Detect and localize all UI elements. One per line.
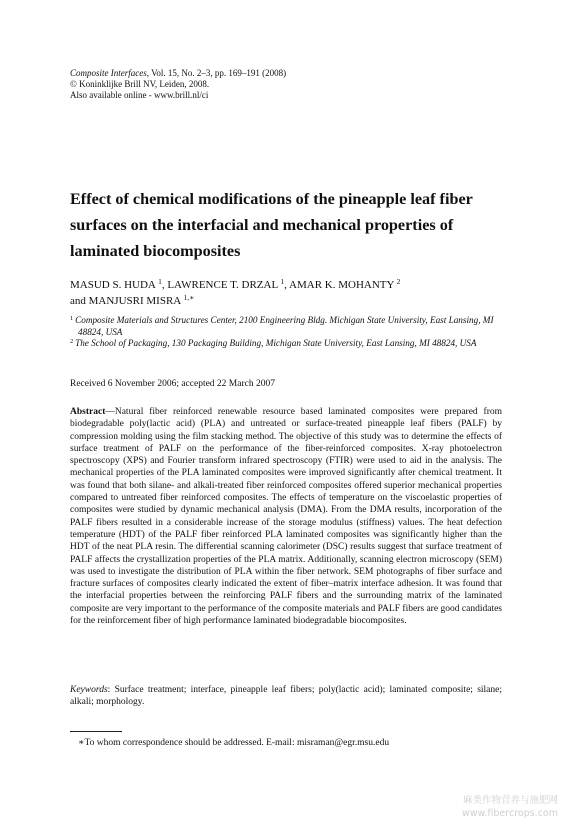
site-watermark <box>438 794 558 820</box>
author-separator: , <box>284 279 290 291</box>
author-name: AMAR K. MOHANTY <box>289 279 395 291</box>
affiliation-item <box>70 338 502 350</box>
author-separator: , <box>161 279 168 291</box>
affiliation-text: Composite Materials and Structures Center, 2100 Engineering Bldg. Michigan State University, East Lansing, MI 48824, USA <box>75 315 494 337</box>
author-affiliation-mark: 1 <box>280 277 285 286</box>
watermark-chinese-text: 麻类作物营养与施肥网 <box>462 795 558 806</box>
affiliations <box>70 315 502 350</box>
footnote-divider <box>70 731 122 732</box>
keywords-label: Keywords <box>70 685 108 695</box>
affiliation-text: The School of Packaging, 130 Packaging Building, Michigan State University, East Lansing, MI 48824, USA <box>75 338 477 348</box>
affiliation-mark: 2 <box>70 338 74 345</box>
keywords-text: : Surface treatment; interface, pineapple leaf fibers; poly(lactic acid); laminated composite; silane; alkali; morphology. <box>70 685 502 708</box>
keywords <box>70 684 502 709</box>
journal-header <box>70 68 490 101</box>
watermark-url: www.fibercrops.com <box>461 808 558 819</box>
author-affiliation-mark: 2 <box>396 277 401 286</box>
affiliation-mark: 1 <box>70 315 74 322</box>
journal-volume-pages: , Vol. 15, No. 2–3, pp. 169–191 (2008) <box>146 68 287 78</box>
author-affiliation-mark: 1,∗ <box>183 293 195 302</box>
author-name: and MANJUSRI MISRA <box>70 295 182 307</box>
author-name: LAWRENCE T. DRZAL <box>167 279 279 291</box>
correspondence-footnote: ∗To whom correspondence should be addressed. E-mail: misraman@egr.msu.edu <box>78 738 390 748</box>
journal-online-link[interactable]: Also available online - www.brill.nl/ci <box>70 90 209 100</box>
author-name: MASUD S. HUDA <box>70 279 156 291</box>
journal-citation <box>70 68 490 79</box>
paper-title: Effect of chemical modifications of the pineapple leaf fiber surfaces on the interfacial and mechanical properties of laminated biocomposites <box>70 190 473 260</box>
affiliation-item <box>70 315 502 338</box>
author-list <box>70 277 510 309</box>
received-dates: Received 6 November 2006; accepted 22 March 2007 <box>70 379 275 389</box>
abstract-text: —Natural fiber reinforced renewable resource based laminated composites were prepared from biodegradable poly(lactic acid) (PLA) and untreated or surface-treated pineapple leaf fibers (PALF) by compression molding using the film stacking method. The objective of this study was to determine the effects of surface treatment of PALF on the performance of the fiber-reinforced composites. X-ray photoelectron spectroscopy (XPS) and Fourier transform infrared spectroscopy (FTIR) were used to aid in the analysis. The mechanical properties of the PLA laminated composites were improved significantly after chemical treatment. It was found that both silane- and alkali-treated fiber reinforced composites offered superior mechanical properties compared to untreated fiber reinforced composites. The effects of temperature on the viscoelastic properties of composites were studied by dynamic mechanical analysis (DMA). From the DMA results, incorporation of the PALF fibers resulted in a considerable increase of the storage modulus (stiffness) values. The heat defection temperature (HDT) of the PALF fiber reinforced PLA laminated composites was significantly higher than the HDT of the neat PLA resin. The differential scanning calorimeter (DSC) results suggest that surface treatment of PALF affects the crystallization properties of the PLA matrix. Additionally, scanning electron microscopy (SEM) was used to investigate the distribution of PLA within the fiber network. SEM photographs of fiber surface and fracture surfaces of composites clearly indicated the extent of fiber–matrix interface adhesion. It was found that the interfacial properties between the reinforcing PALF fibers and the surrounding matrix of the laminated composite are very important to the performance of the composite materials and PALF fibers are good candidates for the reinforcement fiber of high performance laminated biodegradable biocomposites. <box>70 407 502 627</box>
abstract <box>70 406 502 627</box>
journal-name: Composite Interfaces <box>70 68 147 78</box>
author-affiliation-mark: 1 <box>158 277 162 286</box>
journal-publisher: © Koninklijke Brill NV, Leiden, 2008. <box>70 79 210 89</box>
abstract-label: Abstract <box>70 407 106 417</box>
